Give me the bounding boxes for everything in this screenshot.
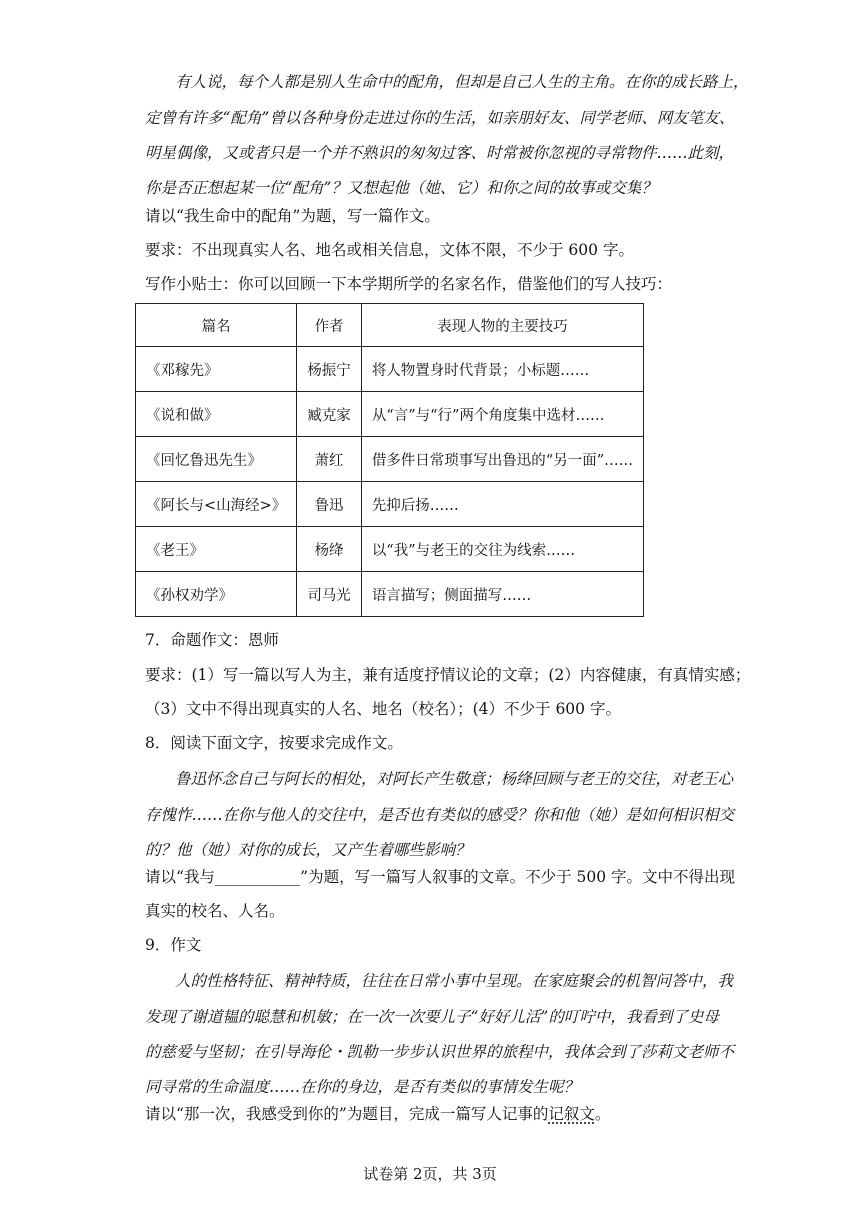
q9-para-3: 的慈爱与坚韧；在引导海伦・凯勒一步步认识世界的旅程中，我体会到了莎莉文老师不 <box>145 1043 735 1061</box>
row-title: 《说和做》 <box>136 392 297 437</box>
requirement-6: 要求：不出现真实人名、地名或相关信息，文体不限，不少于 600 字。 <box>145 241 634 259</box>
page-footer: 试卷第 2页，共 3页 <box>363 1165 497 1183</box>
q9-prompt-emphasis: 记叙文 <box>548 1105 595 1123</box>
row-title: 《阿长与<山海经>》 <box>136 482 297 527</box>
row-skill: 从“言”与“行”两个角度集中选材…… <box>361 392 643 437</box>
intro-line-4: 你是否正想起某一位“配角”？又想起他（她、它）和你之间的故事或交集？ <box>145 179 657 197</box>
table-header-row <box>136 304 644 347</box>
row-skill: 先抑后扬…… <box>361 482 643 527</box>
row-author: 鲁迅 <box>297 482 362 527</box>
row-skill: 借多件日常琐事写出鲁迅的“另一面”…… <box>361 437 643 482</box>
row-author: 臧克家 <box>297 392 362 437</box>
row-author: 司马光 <box>297 572 362 617</box>
writing-tips-table <box>135 303 644 617</box>
prompt-6: 请以“我生命中的配角”为题，写一篇作文。 <box>145 207 440 225</box>
header-title: 篇名 <box>136 304 297 347</box>
q9-para-2: 发现了谢道韫的聪慧和机敏；在一次一次要儿子“好好儿活”的叮咛中，我看到了史母 <box>145 1008 719 1026</box>
table-row <box>136 527 644 572</box>
q8-prompt-2: 真实的校名、人名。 <box>145 902 285 920</box>
row-title: 《老王》 <box>136 527 297 572</box>
q8-title: 8．阅读下面文字，按要求完成作文。 <box>145 734 403 752</box>
q7-title: 7．命题作文：恩师 <box>145 631 279 649</box>
q7-requirement-2: （3）文中不得出现真实的人名、地名（校名）；(4）不少于 600 字。 <box>145 700 621 718</box>
q9-prompt-end: 。 <box>594 1105 611 1123</box>
intro-line-3: 明星偶像，又或者只是一个并不熟识的匆匆过客、时常被你忽视的寻常物件……此刻， <box>145 144 735 162</box>
q9-prompt <box>145 1104 725 1124</box>
q8-para-2: 存愧怍……在你与他人的交往中，是否也有类似的感受？你和他（她）是如何相识相交 <box>145 806 735 824</box>
row-title: 《邓稼先》 <box>136 347 297 392</box>
row-title: 《回忆鲁迅先生》 <box>136 437 297 482</box>
row-skill: 以“我”与老王的交往为线索…… <box>361 527 643 572</box>
q9-para-1: 人的性格特征、精神特质，往往在日常小事中呈现。在家庭聚会的机智问答中，我 <box>175 972 734 990</box>
row-author: 杨振宁 <box>297 347 362 392</box>
table-row <box>136 347 644 392</box>
table-row <box>136 572 644 617</box>
q8-para-3: 的？他（她）对你的成长，又产生着哪些影响？ <box>145 841 471 859</box>
header-skill: 表现人物的主要技巧 <box>361 304 643 347</box>
header-author: 作者 <box>297 304 362 347</box>
q9-prompt-main: 请以“那一次，我感受到你的”为题目，完成一篇写人记事的 <box>145 1105 549 1123</box>
intro-line-2: 定曾有许多“配角”曾以各种身份走进过你的生活，如亲朋好友、同学老师、网友笔友、 <box>145 109 735 127</box>
table-row <box>136 392 644 437</box>
q8-prompt-1: 请以“我与___________”为题，写一篇写人叙事的文章。不少于 500 字。文中不得出现 <box>145 868 736 886</box>
row-author: 萧红 <box>297 437 362 482</box>
table-row <box>136 482 644 527</box>
q9-para-4: 同寻常的生命温度……在你的身边，是否有类似的事情发生呢？ <box>145 1078 580 1096</box>
q7-requirement-1: 要求：(1）写一篇以写人为主，兼有适度抒情议论的文章；(2）内容健康，有真情实感； <box>145 666 751 684</box>
q9-title: 9．作文 <box>145 936 202 954</box>
tips-intro: 写作小贴士：你可以回顾一下本学期所学的名家名作，借鉴他们的写人技巧： <box>145 275 673 293</box>
table-row <box>136 437 644 482</box>
row-skill: 语言描写；侧面描写…… <box>361 572 643 617</box>
row-author: 杨绛 <box>297 527 362 572</box>
intro-line-1: 有人说，每个人都是别人生命中的配角，但却是自己人生的主角。在你的成长路上， <box>175 73 749 91</box>
q8-para-1: 鲁迅怀念自己与阿长的相处，对阿长产生敬意；杨绛回顾与老王的交往，对老王心 <box>175 770 734 788</box>
row-title: 《孙权劝学》 <box>136 572 297 617</box>
row-skill: 将人物置身时代背景；小标题…… <box>361 347 643 392</box>
